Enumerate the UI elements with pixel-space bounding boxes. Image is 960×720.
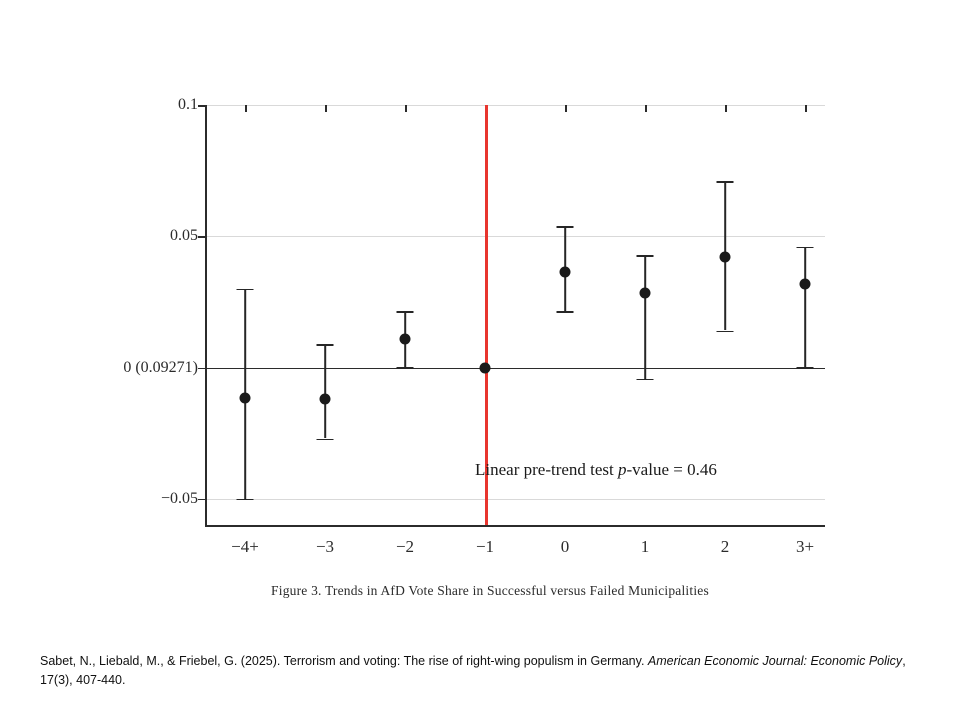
error-bar-cap-upper bbox=[397, 311, 414, 313]
error-bar bbox=[644, 255, 646, 379]
y-axis-line bbox=[205, 105, 207, 525]
data-point bbox=[560, 266, 571, 277]
annotation-tail: -value = 0.46 bbox=[626, 460, 717, 479]
annotation-p-symbol: p bbox=[618, 460, 627, 479]
gridline--0.05 bbox=[205, 499, 825, 500]
x-tick-mark--3 bbox=[325, 105, 327, 112]
data-point bbox=[400, 334, 411, 345]
citation-text bbox=[40, 652, 930, 691]
y-tick-mark-0.1 bbox=[198, 105, 205, 107]
y-tick-mark-0.05 bbox=[198, 236, 205, 238]
error-bar-cap-lower bbox=[797, 367, 814, 369]
error-bar-cap-lower bbox=[317, 439, 334, 441]
error-bar-cap-lower bbox=[557, 311, 574, 313]
y-tick-label-3: −0.05 bbox=[160, 489, 198, 507]
y-tick-mark-0 bbox=[198, 368, 205, 370]
x-tick-mark--4 bbox=[245, 105, 247, 112]
gridline-0.1 bbox=[205, 105, 825, 106]
error-bar-cap-upper bbox=[717, 181, 734, 183]
plot-area bbox=[205, 105, 825, 525]
y-tick-mark--0.05 bbox=[198, 499, 205, 501]
x-tick-label-2: −2 bbox=[395, 537, 415, 556]
data-point-reference bbox=[480, 362, 491, 373]
figure-caption-prefix: Figure 3. bbox=[271, 583, 325, 598]
pretrend-test-annotation bbox=[475, 460, 717, 480]
y-axis-labels bbox=[120, 96, 198, 525]
x-tick-label-0: −4+ bbox=[231, 537, 259, 556]
error-bar-cap-upper bbox=[237, 289, 254, 291]
error-bar-cap-upper bbox=[797, 247, 814, 249]
error-bar-cap-lower bbox=[397, 367, 414, 369]
x-tick-mark-1 bbox=[645, 105, 647, 112]
x-tick-label-5: 1 bbox=[640, 537, 650, 556]
x-tick-label-7: 3+ bbox=[795, 537, 815, 556]
data-point bbox=[240, 392, 251, 403]
data-point bbox=[640, 287, 651, 298]
x-tick-mark-0 bbox=[565, 105, 567, 112]
x-tick-mark-3 bbox=[805, 105, 807, 112]
error-bar-cap-lower bbox=[717, 331, 734, 333]
x-tick-label-1: −3 bbox=[315, 537, 335, 556]
data-point bbox=[720, 252, 731, 263]
citation-journal: American Economic Journal: Economic Policy bbox=[647, 654, 903, 668]
x-axis-labels bbox=[205, 525, 825, 565]
figure-caption bbox=[120, 580, 860, 600]
citation-part-2: , 17(3), 407-440. bbox=[40, 654, 906, 688]
y-tick-label-1: 0.05 bbox=[170, 227, 198, 245]
x-tick-mark-2 bbox=[725, 105, 727, 112]
zero-line bbox=[205, 368, 825, 370]
x-tick-label-6: 2 bbox=[720, 537, 730, 556]
data-point bbox=[800, 278, 811, 289]
error-bar-cap-lower bbox=[637, 379, 654, 381]
error-bar bbox=[324, 344, 326, 438]
error-bar-cap-upper bbox=[317, 344, 334, 346]
x-tick-mark--2 bbox=[405, 105, 407, 112]
x-tick-label-3: −1 bbox=[475, 537, 495, 556]
error-bar-cap-upper bbox=[637, 255, 654, 257]
error-bar bbox=[804, 247, 806, 368]
annotation-lead: Linear pre-trend test bbox=[475, 460, 619, 479]
citation-part-1: Sabet, N., Liebald, M., & Friebel, G. (2025). Terrorism and voting: The rise of right-wing populism in Germany. bbox=[40, 654, 648, 668]
figure-caption-text: Trends in AfD Vote Share in Successful versus Failed Municipalities bbox=[324, 583, 709, 598]
y-tick-label-2: 0 (0.09271) bbox=[123, 358, 198, 376]
error-bar-cap-lower bbox=[237, 499, 254, 501]
figure-container bbox=[120, 60, 860, 620]
y-tick-label-0: 0.1 bbox=[178, 96, 198, 113]
error-bar-cap-upper bbox=[557, 226, 574, 228]
x-tick-label-4: 0 bbox=[560, 537, 570, 556]
data-point bbox=[320, 393, 331, 404]
gridline-0.05 bbox=[205, 236, 825, 237]
